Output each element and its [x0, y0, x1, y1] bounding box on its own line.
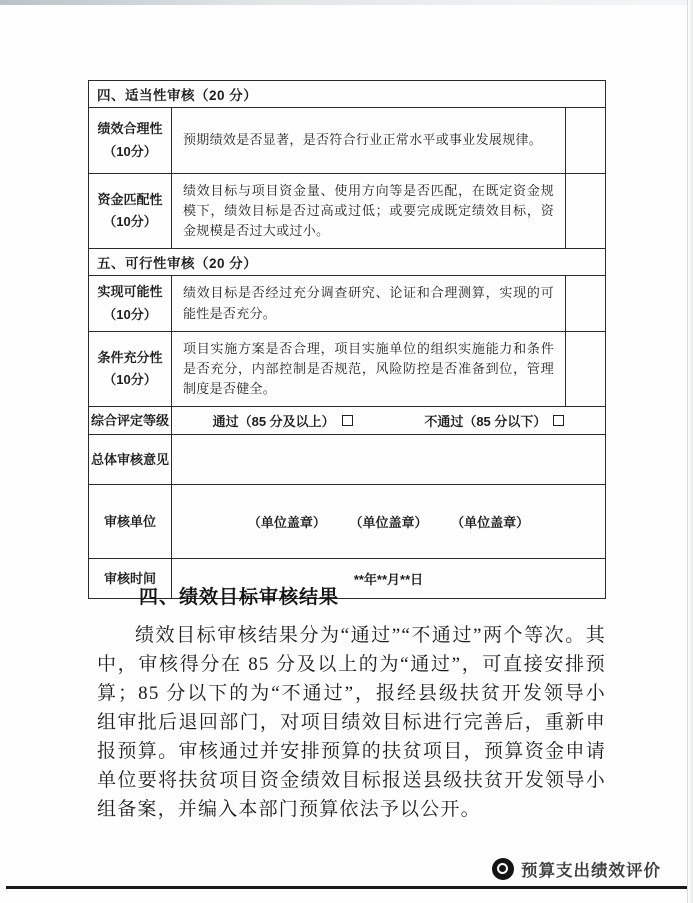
pass-checkbox — [342, 415, 353, 426]
rating-options — [172, 407, 606, 435]
criterion-label-sufficiency — [89, 331, 172, 406]
scan-artifact-top-edge — [0, 0, 693, 5]
criterion-desc-achievability: 绩效目标是否经过充分调查研究、论证和合理测算，实现的可能性是否充分。 — [172, 276, 566, 331]
criterion-label-achievability — [89, 276, 172, 331]
criterion-score: （10分） — [103, 371, 157, 387]
score-cell-fund-matching — [566, 174, 606, 249]
rating-label: 综合评定等级 — [89, 407, 172, 435]
criterion-score: （10分） — [103, 306, 157, 322]
criterion-label-rationality — [89, 108, 172, 174]
criterion-score: （10分） — [103, 143, 157, 159]
criterion-desc-sufficiency: 项目实施方案是否合理，项目实施单位的组织实施能力和条件是否充分，内部控制是否规范，风险防控是否准备到位，管理制度是否健全。 — [172, 331, 566, 406]
scan-bottom-edge — [6, 886, 687, 889]
fail-checkbox — [553, 415, 564, 426]
scan-artifact-right-edge — [687, 0, 693, 903]
criterion-name: 资金匹配性 — [97, 192, 163, 208]
unit-stamp: （单位盖章） — [247, 515, 326, 531]
criterion-score: （10分） — [103, 214, 157, 230]
audit-time-label: 审核时间 — [89, 559, 172, 599]
criterion-label-fund-matching — [89, 174, 172, 249]
section-header-appropriateness: 四、适当性审核（20 分） — [89, 81, 606, 108]
rating-option-pass — [213, 411, 353, 430]
rating-pass-text: 通过（85 分及以上） — [212, 414, 335, 430]
criterion-name: 实现可能性 — [97, 284, 163, 300]
performance-review-table — [88, 80, 606, 599]
audit-unit-label: 审核单位 — [89, 485, 172, 559]
unit-stamp: （单位盖章） — [349, 515, 428, 531]
unit-stamp: （单位盖章） — [451, 515, 530, 531]
score-cell-achievability — [566, 276, 606, 331]
criterion-name: 绩效合理性 — [97, 121, 163, 137]
criterion-desc-fund-matching: 绩效目标与项目资金量、使用方向等是否匹配，在既定资金规模下，绩效目标是否过高或过低；或要完成既定绩效目标，资金规模是否过大或过小。 — [172, 174, 566, 249]
document-body — [97, 582, 606, 824]
rating-fail-text: 不通过（85 分以下） — [424, 414, 547, 430]
audit-time-value: **年**月**日 — [172, 559, 606, 599]
section-header-feasibility: 五、可行性审核（20 分） — [89, 249, 606, 276]
public-account-logo-icon — [492, 858, 514, 880]
opinion-label: 总体审核意见 — [89, 435, 172, 485]
result-paragraph: 绩效目标审核结果分为“通过”“不通过”两个等次。其中，审核得分在 85 分及以上的为“通过”，可直接安排预算；85 分以下的为“不通过”，报经县级扶贫开发领导小组审批后退回部门，对项目绩效目标进行完善后，重新申报预算。审核通过并安排预算的扶贫项目，预算资金申请单位要将扶贫项目资金绩效目标报送县级扶贫开发领导小组备案，并编入本部门预算依法予以公开。 — [97, 625, 606, 820]
watermark — [492, 857, 661, 881]
watermark-text: 预算支出绩效评价 — [521, 862, 661, 880]
result-section-heading: 四、绩效目标审核结果 — [139, 587, 340, 608]
score-cell-sufficiency — [566, 331, 606, 406]
criterion-desc-rationality: 预期绩效是否显著，是否符合行业正常水平或事业发展规律。 — [172, 108, 566, 174]
rating-option-fail — [424, 411, 564, 430]
score-cell-rationality — [566, 108, 606, 174]
audit-unit-stamps — [172, 485, 606, 559]
opinion-content — [172, 435, 606, 485]
criterion-name: 条件充分性 — [97, 349, 163, 365]
